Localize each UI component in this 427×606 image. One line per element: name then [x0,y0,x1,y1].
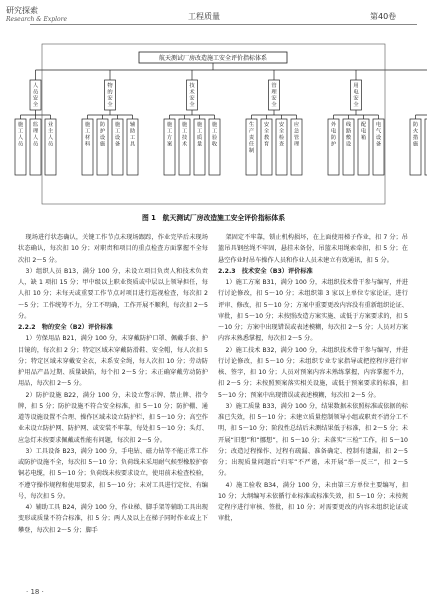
indicator-label-char: 管 [293,135,300,141]
page-number: · 18 · [26,588,44,596]
indicator-label-char: 气 [375,128,382,135]
indicator-label-char: 急 [293,128,300,135]
indicator-label-char: 路 [345,128,352,135]
category-label-char: 技 [189,83,195,89]
category-label-char: 术 [189,89,195,96]
indicator-label-char: 业 [47,122,54,128]
indicator-label-char: 工 [84,128,91,135]
right-text-column [218,232,408,525]
body-paragraph: 4）施工验收 B34，满分 100 分，未由第三方单位主要编写，扣 10 分；大纲编写未依循行业标准或标准失效，扣 5～10 分；未按规定程序进行审核、签批，扣 10 分；对需要更改的内容未组织论证或审批， [218,481,408,523]
indicator-label-char: 监 [32,122,39,128]
category-label-char: 全 [189,101,195,108]
indicator-label-char: 技 [181,135,188,141]
indicator-label-char: 设 [375,135,382,141]
indicator-label-char: 护 [99,128,106,135]
indicator-label-char: 量 [196,141,203,148]
indicator-label-char: 施 [196,122,203,128]
indicator-label-char: 工 [114,128,121,135]
indicator-label-char: 员 [47,141,54,148]
indicator-label-char: 产 [248,128,255,135]
indicator-label-char: 防 [412,122,419,128]
category-label-char: 安 [189,95,195,102]
indicator-label-char: 理 [293,141,300,148]
indicator-label-char: 施 [166,122,173,128]
indicator-label-char: 工 [17,128,24,135]
indicator-label-char: 教 [263,135,270,141]
category-label-char: 管 [271,83,277,89]
body-paragraph: 3）工具设备 B23，满分 100 分，手电钻、磁力钻等不能正常工作或防护设施不全，每次扣 5～10 分；负荷线未采用耐气候型橡胶护套铜芯电缆，扣 5～10 分；负荷线未按要求设立，使用前未检查校验，不遵守操作规程和使用要求，扣 5～10 分；未对工具进行定位、有编号，每次扣 5 分。 [18,447,208,500]
indicator-label-char: 人 [47,135,54,141]
indicator-label-char: 防 [99,122,106,128]
indicator-label-char: 术 [181,141,188,148]
indicator-label-char: 施 [211,122,218,128]
indicator-label-char: 育 [263,141,270,148]
indicator-label-char: 电 [330,128,337,135]
indicator-label-char: 安 [278,122,285,128]
indicator-label-char: 安 [263,122,270,128]
category-label-char: 安 [353,95,359,102]
indicator-label-char: 理 [32,128,39,135]
indicator-label-char: 施 [17,122,24,128]
indicator-label-char: 主 [47,128,54,135]
body-paragraph: 1）劳保用品 B21，满分 100 分，未穿戴防护口罩、佩戴手套、护目镜的，每次扣 2 分；特定区域未穿戴防滑鞋、安全帽，每人次扣 5 分；特定区域未穿戴安全衣，未系安全绳，每人次扣 10 分；劳动防护用品产品过期、质量缺陷，每个扣 2～5 分；未正确穿戴劳动防护用品，每次扣 2～5 分。 [18,335,208,388]
indicator-label-char: 箱 [360,135,367,141]
indicator-label-char: 具 [129,141,136,148]
body-paragraph: 3）施工质量 B33，满分 100 分，结果数据未依照标准或依据的标准已失效，扣 5～10 分；未建立质量控制领导小组或职责不清分工不明，扣 5～10 分；阶段性总结后未测结果低于标准，扣 2～5 分；未开展“旧想”和“挪想”，扣 5～10 分；未落实“三检”工作，扣 5～10 分；改造过程操作、过程有疏漏、准备确定、控制有遗漏，扣 2～5 分；出现质量问题后“归零”不严谨，未开展“举一反三”，扣 2～5 分。 [218,402,408,478]
indicator-label-char: 收 [211,141,218,148]
category-label-char: 全 [107,101,113,108]
root-label: 航天测试厂房改造施工安全评价指标体系 [158,55,268,62]
indicator-label-char: 火 [412,128,419,135]
category-label-char: 人 [32,83,39,89]
indicator-label-char: 护 [330,141,337,148]
category-label-char: 安 [271,95,277,102]
category-label-char: 全 [32,101,39,108]
indicator-label-char: 施 [181,122,188,128]
indicator-label-char: 助 [129,128,136,135]
indicator-label-char: 方 [166,135,173,141]
indicator-label-char: 料 [84,141,91,148]
category-label-char: 电 [353,89,359,96]
category-label-char: 的 [107,89,113,96]
indicator-label-char: 生 [248,122,255,128]
indicator-label-char: 任 [248,141,255,148]
indicator-label-char: 敷 [345,135,352,141]
indicator-label-char: 设 [99,135,106,141]
section-heading: 2.2.3 技术安全（B3）评价标准 [218,267,313,275]
indicator-label-char: 备 [375,141,382,148]
body-paragraph: 现场进行状态确认，关键工作节点未现场跟踪，作业完毕后未现场状态确认，每次扣 10 分；对职责和项目的重点检查方面掌握不全每次扣 2～5 分。 [18,234,208,264]
body-paragraph: 1）施工方案 B31，满分 100 分，未组织技术骨干参与编写，并进行讨论修改，扣 5～10 分；未组织第 3 家以上单位专家论证，进行评审、修改，扣 5～10 分；方案中重要更改内容没有重新组织论证、审批，扣 5～10 分；未按照改造方案实施、或低于方案要求的，扣 5～10 分；方案中出现错误或表述模糊，每次扣 2～5 分；人员对方案内容未熟悉掌握，每次扣 2～5 分。 [218,279,408,343]
indicator-label-char: 施 [114,122,121,128]
category-label-char: 安 [107,95,113,102]
indicator-label-char: 质 [196,135,203,141]
indicator-label-char: 案 [166,141,173,148]
indicator-label-char: 检 [278,135,285,141]
indicator-label-char: 工 [181,128,188,135]
indicator-label-char: 责 [248,135,255,141]
body-paragraph: 2）防护设施 B22，满分 100 分，未设立警示牌、禁止牌、指令牌，扣 5 分；防护设施不符合安全标准，扣 5～10 分；防护棚、通道等设施设置不合理、操作区域未设立防护栏，扣 5～10 分；高空作业未设立防护网、防护网、或安装不牢靠，每处扣 5～10 分；头灯、应急灯未按要求佩戴或性能有问题，每次扣 2～5 分。 [18,391,208,444]
indicator-label-char: 员 [32,141,39,148]
indicator-label-char: 制 [248,148,255,154]
indicator-label-char: 措 [412,135,419,141]
indicator-label-char: 施 [84,122,91,128]
indicator-label-char: 人 [17,135,24,141]
left-text-column [18,232,208,536]
indicator-label-char: 工 [196,128,203,135]
body-paragraph: 架固定不牢靠，锁止机构损坏，在上面使用梯子作业，扣 7 分；吊篮吊具钢丝绳不牢固，悬挂未备份，吊篮未用绳索牵扣，扣 5 分；在悬空作业时吊车操作人员和作业人员未建立有效通讯，扣 5 分。 [218,234,408,264]
indicator-label-char: 外 [330,122,337,128]
body-paragraph: 3）组织人员 B13，满分 100 分，未设立项目负责人和技术负责人，缺 1 项扣 15 分；甲中级以上职业资质或中层以上领导担任，每人扣 10 分；未每天或重要工作节点对项目进行巡视检查，每次扣 2～5 分；工作统筹不力，分工不明确，工作开展不顺利，每次扣 2～5 分。 [18,267,208,320]
category-label-char: 全 [353,101,359,108]
body-paragraph: 4）辅助工具 B24，满分 100 分，作业梯、脚手架等辅助工具出现变形或质量不符合标准，扣 5 分；两人及以上在梯子同时作业或上下攀登，每次扣 2～5 分；脚手 [18,504,208,534]
indicator-label-char: 施 [99,141,106,148]
figure-caption: 图 1 航天测试厂房改造施工安全评价指标体系 [141,214,286,222]
journal-title: 工程质量 [188,12,220,21]
body-paragraph: 2）施工技术 B32，满分 100 分，未组织技术骨干参与编写，并进行讨论修改，扣 5～10 分；未组织专业专家指导或把控程序进行审核、签字，扣 10 分；人员对预案内容未熟练掌握，内容掌握不力，扣 2～5 分；未按照预案落实相关设施，或低于预案要求的标准，扣 5～10 分；预案中出现错误或表述模糊，每次扣 2～5 分。 [218,346,408,399]
indicator-label-char: 电 [375,122,382,128]
indicator-label-char: 工 [211,128,218,135]
volume-number: 第40卷 [370,12,397,21]
indicator-label-char: 备 [114,141,121,148]
category-label-char: 用 [353,83,359,89]
section-heading: 2.2.2 物的安全（B2）评价标准 [18,324,113,331]
indicator-label-char: 配 [360,122,367,128]
indicator-label-char: 验 [211,135,218,141]
indicator-label-char: 工 [166,128,173,135]
indicator-label-char: 材 [84,135,91,141]
indicator-label-char: 全 [278,128,285,135]
brand-cn: 研究探索 [6,6,38,15]
category-label-char: 安 [32,95,39,102]
indicator-label-char: 辅 [129,122,136,128]
indicator-label-char: 员 [17,141,24,148]
indicator-label-char: 人 [32,135,39,141]
indicator-label-char: 防 [330,135,337,141]
indicator-label-char: 全 [263,128,270,135]
indicator-system-diagram [0,0,427,215]
indicator-label-char: 查 [278,141,285,148]
brand-en: Research & Explore [6,16,68,23]
category-label-char: 员 [32,89,39,96]
indicator-label-char: 设 [114,135,121,141]
indicator-label-char: 电 [360,128,367,135]
category-label-char: 物 [107,83,113,89]
indicator-label-char: 施 [412,141,419,148]
category-label-char: 理 [271,89,277,96]
indicator-label-char: 线 [345,122,352,128]
indicator-label-char: 应 [293,122,300,128]
indicator-label-char: 工 [129,135,136,141]
indicator-label-char: 设 [345,141,352,148]
category-label-char: 全 [271,101,277,108]
